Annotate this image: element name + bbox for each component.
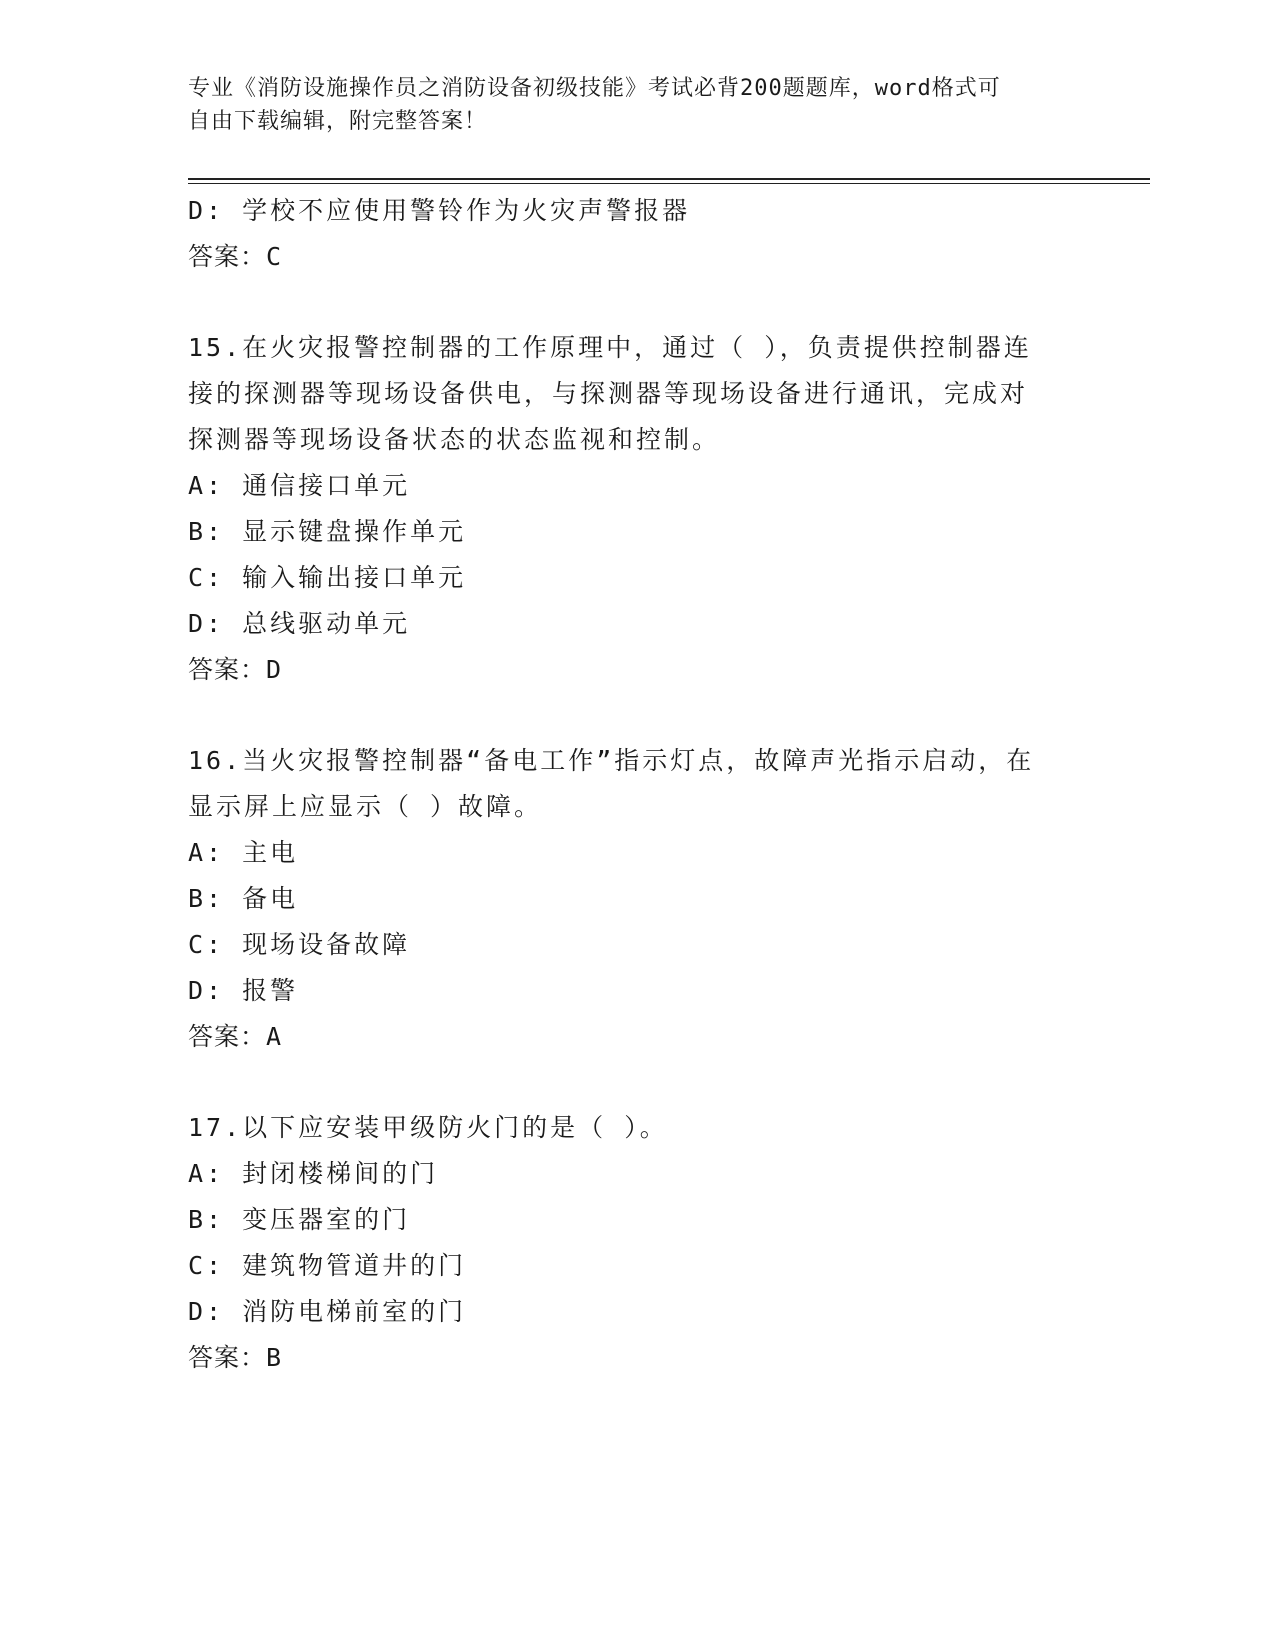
header-divider-thin xyxy=(188,183,1150,184)
question-17 xyxy=(188,1105,1088,1381)
spacer xyxy=(188,1060,1088,1105)
question-list xyxy=(188,188,1088,1381)
question-16 xyxy=(188,738,1088,1060)
carryover-question xyxy=(188,188,1088,280)
option-c: C: 建筑物管道井的门 xyxy=(188,1251,467,1280)
option-c: C: 输入输出接口单元 xyxy=(188,563,467,592)
question-stem-line: 17.以下应安装甲级防火门的是（ ）。 xyxy=(188,1113,668,1142)
question-stem-line: 接的探测器等现场设备供电，与探测器等现场设备进行通讯，完成对 xyxy=(188,379,1029,408)
page-header xyxy=(188,72,1068,138)
answer-line: 答案：A xyxy=(188,1022,283,1051)
header-divider-thick xyxy=(188,178,1150,180)
option-b: B: 备电 xyxy=(188,884,299,913)
option-d: D: 报警 xyxy=(188,976,299,1005)
option-a: A: 封闭楼梯间的门 xyxy=(188,1159,439,1188)
question-stem-line: 探测器等现场设备状态的状态监视和控制。 xyxy=(188,425,721,454)
option-a: A: 通信接口单元 xyxy=(188,471,411,500)
answer-line: 答案：D xyxy=(188,655,283,684)
answer-line: 答案：C xyxy=(188,242,283,271)
spacer xyxy=(188,280,1088,325)
option-a: A: 主电 xyxy=(188,838,299,867)
option-d: D: 总线驱动单元 xyxy=(188,609,411,638)
answer-line: 答案：B xyxy=(188,1343,283,1372)
option-d: D: 学校不应使用警铃作为火灾声警报器 xyxy=(188,196,691,225)
question-stem-line: 16.当火灾报警控制器“备电工作”指示灯点，故障声光指示启动，在 xyxy=(188,746,1035,775)
option-c: C: 现场设备故障 xyxy=(188,930,411,959)
option-b: B: 显示键盘操作单元 xyxy=(188,517,467,546)
header-title-line-1: 专业《消防设施操作员之消防设备初级技能》考试必背200题题库，word格式可 xyxy=(188,76,1001,101)
option-b: B: 变压器室的门 xyxy=(188,1205,411,1234)
question-stem-line: 显示屏上应显示（ ）故障。 xyxy=(188,792,543,821)
question-stem-line: 15.在火灾报警控制器的工作原理中，通过（ ），负责提供控制器连 xyxy=(188,333,1032,362)
question-15 xyxy=(188,325,1088,693)
option-d: D: 消防电梯前室的门 xyxy=(188,1297,467,1326)
header-title-line-2: 自由下载编辑，附完整答案！ xyxy=(188,109,488,134)
spacer xyxy=(188,693,1088,738)
